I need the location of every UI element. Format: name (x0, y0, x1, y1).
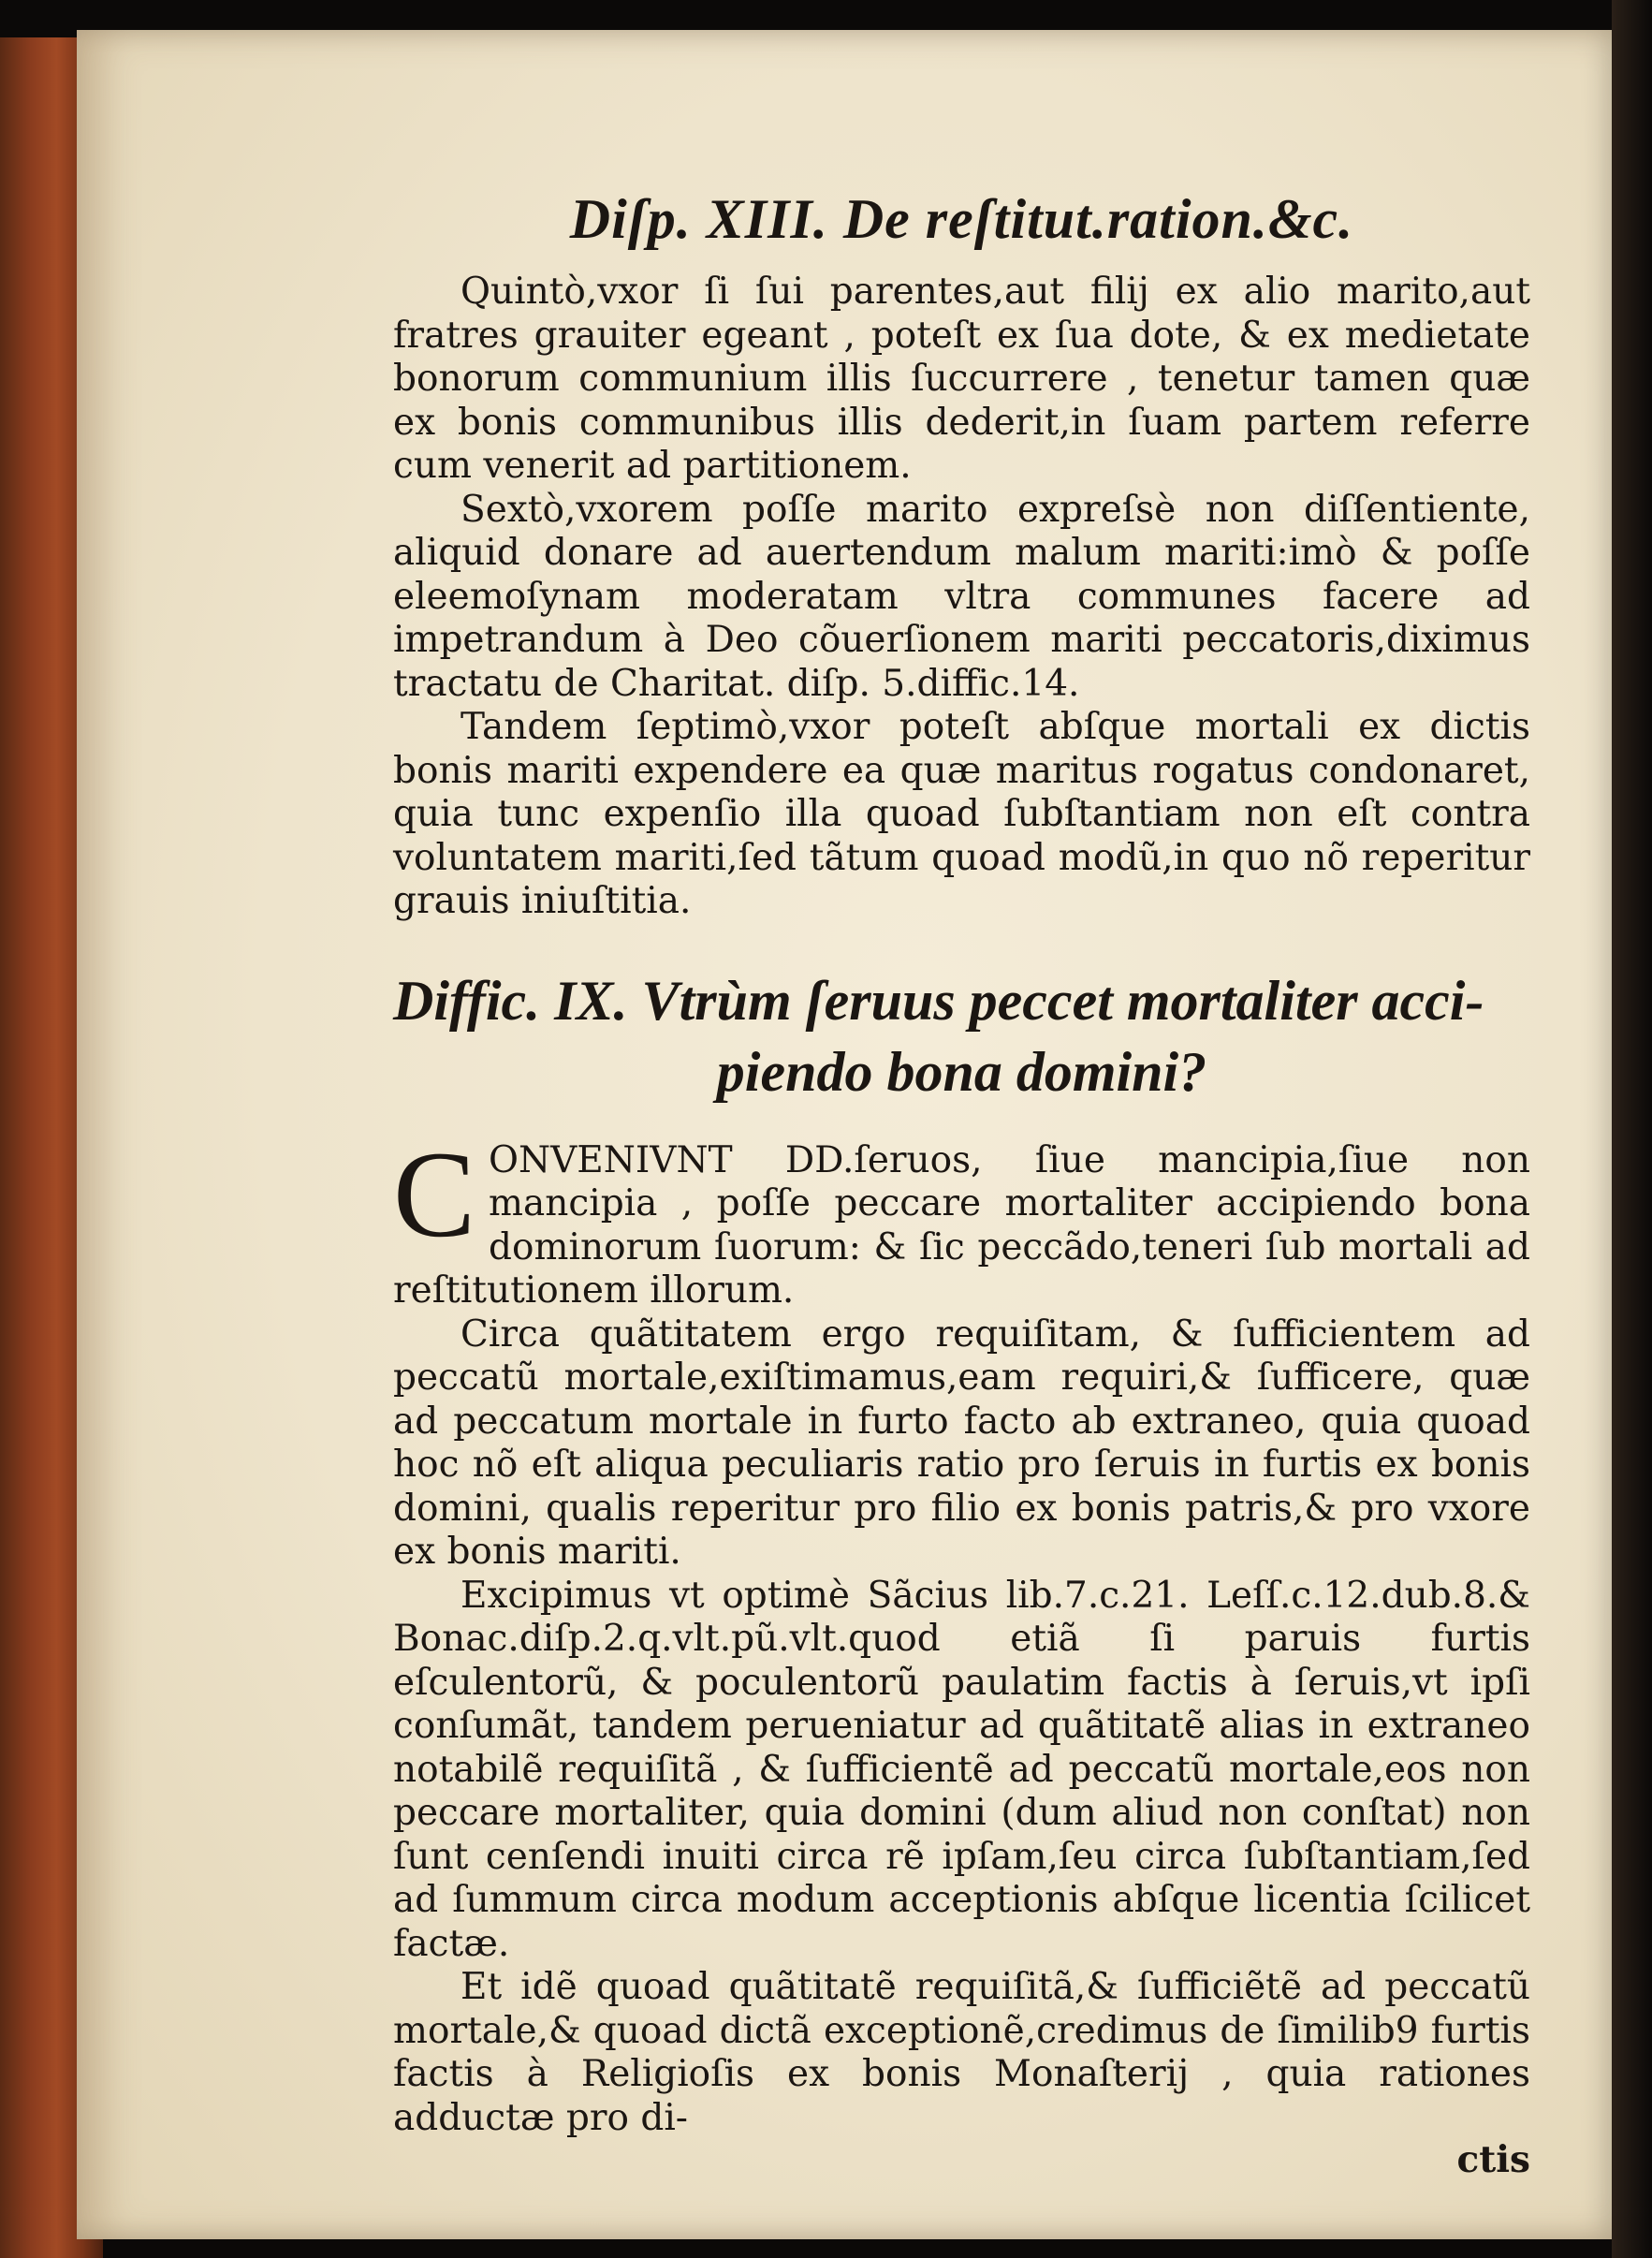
paragraph-excipimus: Excipimus vt optimè Sãcius lib.7.c.21. Leſſ.c.12.dub.8.& Bonac.diſp.2.q.vlt.pũ.vlt.quod etiã ſi paruis furtis eſculentorũ, & poculentorũ paulatim factis à ſeruis,vt ipſi conſumãt, tandem perueniatur ad quãtitatẽ alias in extraneo notabilẽ requiſitã , & ſufficientẽ ad peccatũ mortale,eos non peccare mortaliter, quia domini (dum aliud non conſtat) non ſunt cenſendi inuiti circa rẽ ipſam,ſeu circa ſubſtantiam,ſed ad ſummum circa modum acceptionis abſque licentia ſcilicet factæ. (393, 1574, 1530, 1965)
running-title: Diſp. XIII. De reſtitut.ration.&c. (569, 188, 1354, 250)
paragraph-sexto: Sextò,vxorem poſſe marito expreſsè non diſſentiente, aliquid donare ad auertendum malum mariti:imò & poſſe eleemoſynam moderatam vltra communes facere ad impetrandum à Deo cõuerſionem mariti peccatoris,diximus tractatu de Charitat. diſp. 5.diffic.14. (393, 488, 1530, 705)
paragraph-quinto: Quintò,vxor ſi ſui parentes,aut filij ex alio marito,aut fratres grauiter egeant , poteſt ex ſua dote, & ex medietate bonorum communium illis ſuccurrere , tenetur tamen quæ ex bonis communibus illis dederit,in ſuam partem referre cum venerit ad partitionem. (393, 271, 1530, 487)
section-title-line1: Diffic. IX. Vtrùm ſeruus peccet mortaliter acci- (393, 969, 1484, 1032)
paragraph-conveniunt (393, 1124, 1530, 1313)
paragraph-conveniunt-text: ONVENIVNT DD.ſeruos, ſiue mancipia,ſiue non mancipia , poſſe peccare mortaliter accipiendo bona dominorum ſuorum: & ſic peccãdo,teneri ſub mortali ad reſtitutionem illorum. (393, 1138, 1530, 1312)
paragraph-circa: Circa quãtitatem ergo requiſitam, & ſufficientem ad peccatũ mortale,exiſtimamus,eam requiri,& ſufficere, quæ ad peccatum mortale in furto facto ab extraneo, quia quoad hoc nõ eſt aliqua peculiaris ratio pro ſeruis in furtis ex bonis domini, qualis reperitur pro filio ex bonis patris,& pro vxore ex bonis mariti. (393, 1312, 1530, 1573)
scan-top-border (0, 0, 1652, 34)
catchword: ctis (1456, 2138, 1530, 2181)
section-title (393, 965, 1530, 1107)
drop-cap: C (393, 1124, 476, 1263)
page-text (393, 187, 1530, 2181)
paragraph-et-idem: Et idẽ quoad quãtitatẽ requiſitã,& ſufficiẽtẽ ad peccatũ mortale,& quoad dictã exceptionẽ,credimus de ſimilib9 furtis factis à Religioſis ex bonis Monaſterij , quia rationes adductæ pro di- (393, 1966, 1530, 2139)
scan-right-border (1612, 0, 1652, 2258)
section-title-line2: piendo bona domini? (716, 1040, 1207, 1103)
paragraph-septimo: Tandem ſeptimò,vxor poteſt abſque mortali ex dictis bonis mariti expendere ea quæ maritus rogatus condonaret, quia tunc expenſio illa quoad ſubſtantiam non eſt contra voluntatem mariti,ſed tãtum quoad modũ,in quo nõ reperitur grauis iniuſtitia. (393, 706, 1530, 922)
